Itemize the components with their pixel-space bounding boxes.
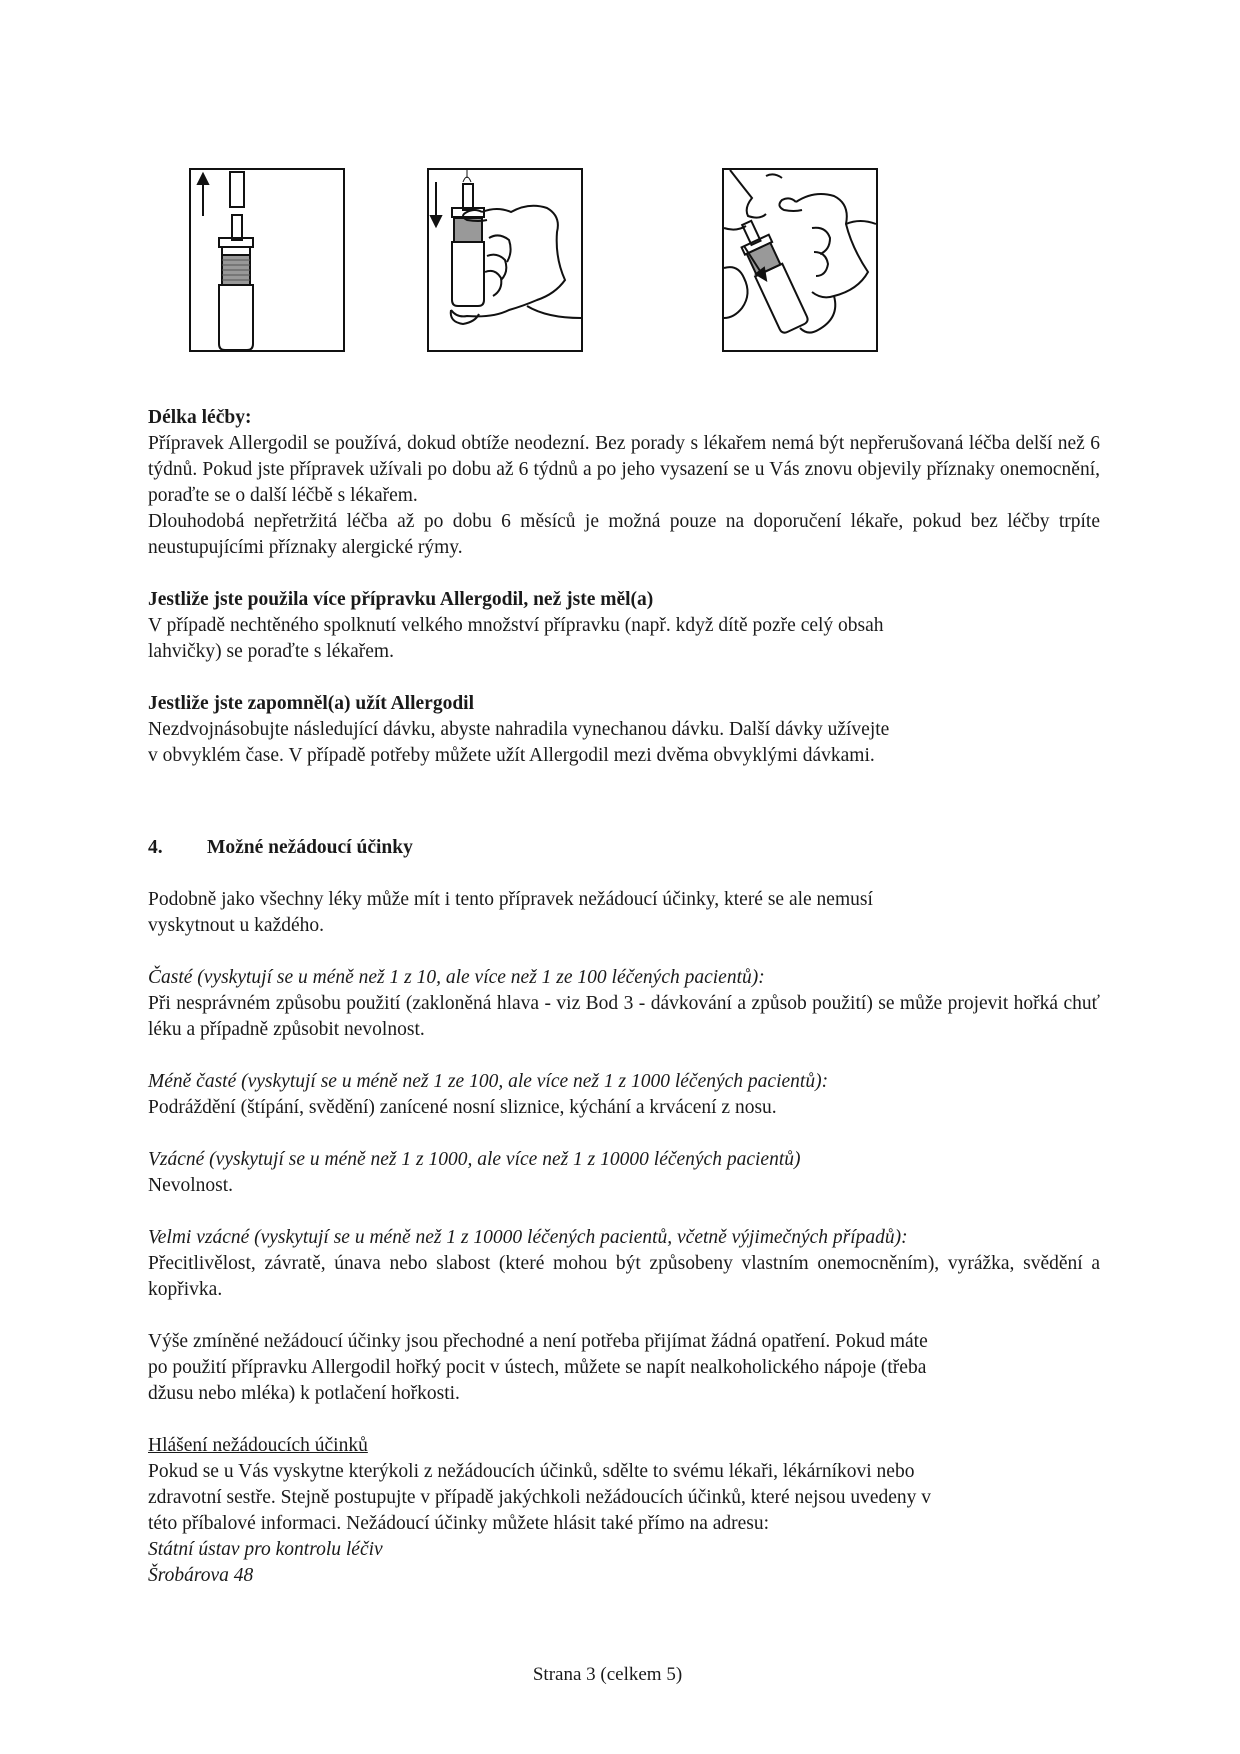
- overdose-line-2: lahvičky) se poraďte s lékařem.: [148, 641, 394, 662]
- transient-effects-line-3: džusu nebo mléka) k potlačení hořkosti.: [148, 1383, 460, 1404]
- rare-frequency-label: Vzácné (vyskytují se u méně než 1 z 1000, ale více než 1 z 10000 léčených pacientů): [148, 1149, 801, 1170]
- section-title: Možné nežádoucí účinky: [207, 837, 413, 858]
- missed-dose-line-2: v obvyklém čase. V případě potřeby můžete užít Allergodil mezi dvěma obvyklými dávkami.: [148, 745, 875, 766]
- very-rare-frequency-label: Velmi vzácné (vyskytují se u méně než 1 z 10000 léčených pacientů, včetně výjimečných případů):: [148, 1227, 908, 1248]
- side-effects-intro-line-1: Podobně jako všechny léky může mít i tento přípravek nežádoucí účinky, které se ale nemusí: [148, 889, 873, 910]
- duration-heading: Délka léčby:: [148, 407, 252, 428]
- overdose-heading: Jestliže jste použila více přípravku Allergodil, než jste měl(a): [148, 589, 654, 610]
- transient-effects-line-2: po použití přípravku Allergodil hořký pocit v ústech, můžete se napít nealkoholického nápoje (třeba: [148, 1357, 927, 1378]
- uncommon-effects-text: Podráždění (štípání, svědění) zanícené nosní sliznice, kýchání a krvácení z nosu.: [148, 1097, 777, 1118]
- page-number-footer: Strana 3 (celkem 5): [532, 1664, 683, 1685]
- rare-effects-text: Nevolnost.: [148, 1175, 234, 1196]
- missed-dose-line-1: Nezdvojnásobujte následující dávku, abyste nahradila vynechanou dávku. Další dávky užívejte: [148, 719, 890, 740]
- overdose-line-1: V případě nechtěného spolknutí velkého množství přípravku (např. když dítě pozře celý obsah: [148, 615, 884, 636]
- section-number: 4.: [148, 837, 163, 858]
- very-rare-effects-text: Přecitlivělost, závratě, únava nebo slabost (které mohou být způsobeny vlastním onemocněním), vyrážka, svědění a kopřivka.: [148, 1253, 1100, 1300]
- reporting-line-2: zdravotní sestře. Stejně postupujte v případě jakýchkoli nežádoucích účinků, které nejsou uvedeny v: [148, 1487, 932, 1508]
- spray-into-nostril-illustration: [722, 168, 878, 352]
- reporting-line-3: této příbalové informaci. Nežádoucí účinky můžete hlásit také přímo na adresu:: [148, 1513, 770, 1534]
- side-effects-intro-line-2: vyskytnout u každého.: [148, 915, 325, 936]
- common-effects-text: Při nesprávném způsobu použití (zakloněná hlava - viz Bod 3 - dávkování a způsob použití) se může projevit hořká chuť léku a případně způsobit nevolnost.: [148, 993, 1100, 1040]
- duration-paragraph-2: Dlouhodobá nepřetržitá léčba až po dobu 6 měsíců je možná pouze na doporučení lékaře, pokud bez léčby trpíte neustupujícími příznaky alergické rýmy.: [148, 511, 1100, 558]
- document-body: [148, 405, 1100, 1589]
- prime-pump-illustration: [427, 168, 583, 352]
- common-frequency-label: Časté (vyskytují se u méně než 1 z 10, ale více než 1 ze 100 léčených pacientů):: [148, 967, 765, 988]
- remove-cap-illustration: [189, 168, 345, 352]
- duration-paragraph-1: Přípravek Allergodil se používá, dokud obtíže neodezní. Bez porady s lékařem nemá být nepřerušovaná léčba delší než 6 týdnů. Pokud jste přípravek užívali po dobu až 6 týdnů a po jeho vysazení se u Vás znovu objevily příznaky onemocnění, poraďte se o další léčbě s lékařem.: [148, 433, 1100, 506]
- reporting-heading: Hlášení nežádoucích účinků: [148, 1435, 368, 1456]
- agency-name: Státní ústav pro kontrolu léčiv: [148, 1539, 383, 1560]
- uncommon-frequency-label: Méně časté (vyskytují se u méně než 1 ze 100, ale více než 1 z 1000 léčených pacientů):: [148, 1071, 829, 1092]
- section-4-heading: [148, 835, 1100, 861]
- transient-effects-line-1: Výše zmíněné nežádoucí účinky jsou přechodné a není potřeba přijímat žádná opatření. Pokud máte: [148, 1331, 928, 1352]
- reporting-line-1: Pokud se u Vás vyskytne kterýkoli z nežádoucích účinků, sdělte to svému lékaři, lékárníkovi nebo: [148, 1461, 915, 1482]
- agency-address: Šrobárova 48: [148, 1565, 254, 1586]
- missed-dose-heading: Jestliže jste zapomněl(a) užít Allergodil: [148, 693, 475, 714]
